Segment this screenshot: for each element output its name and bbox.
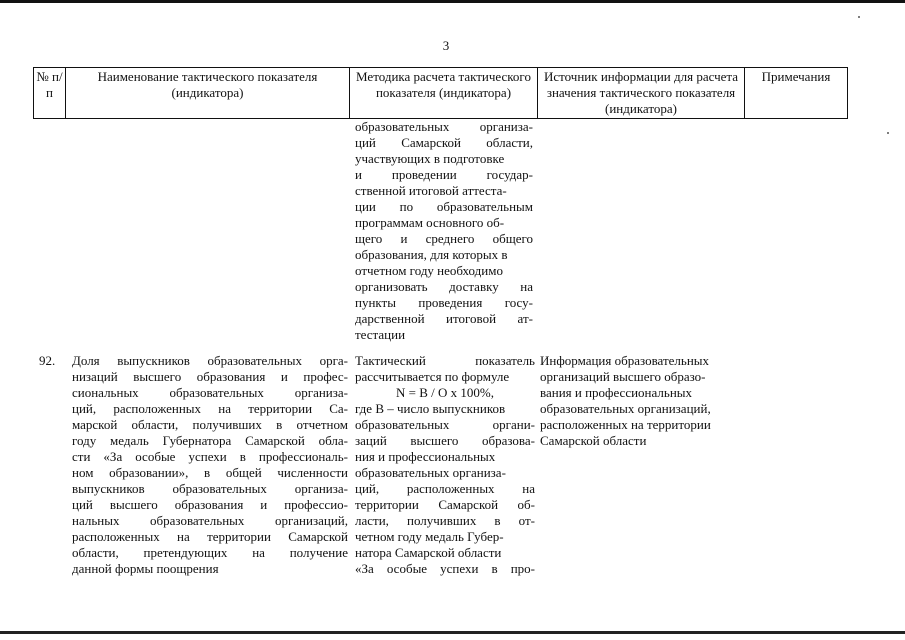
header-source bbox=[538, 69, 744, 117]
continuation-method-text bbox=[355, 119, 533, 343]
scan-top-border bbox=[0, 0, 905, 3]
header-num-line: № bbox=[36, 69, 49, 84]
row-92-name bbox=[72, 353, 348, 577]
text-line: тестации bbox=[355, 327, 406, 342]
header-name-line: Наименование тактического bbox=[97, 69, 255, 84]
text-line: организаций высшего образо- bbox=[540, 369, 706, 384]
text-line: образовательных организаций, bbox=[540, 401, 711, 416]
text-line: натора Самарской области bbox=[355, 545, 502, 560]
text-line: выпускников образовательных организа- bbox=[72, 481, 348, 496]
header-notes-line: Примечания bbox=[761, 69, 831, 84]
text-line: где В – число выпускников bbox=[355, 401, 506, 416]
text-line: низаций высшего образования и профес- bbox=[72, 369, 348, 384]
text-line: рассчитывается по формуле bbox=[355, 369, 510, 384]
text-line: «За особые успехи в про- bbox=[355, 561, 535, 576]
text-line: ния и профессиональных bbox=[355, 449, 496, 464]
text-line: ций высшего образования и профессио- bbox=[72, 497, 348, 512]
text-line: организовать доставку на bbox=[355, 279, 533, 294]
text-line: программам основного об- bbox=[355, 215, 505, 230]
text-line: образования, для которых в bbox=[355, 247, 508, 262]
text-line: четном году медаль Губер- bbox=[355, 529, 504, 544]
text-line: ном образовании», в общей численности bbox=[72, 465, 348, 480]
text-line: Самарской области bbox=[540, 433, 647, 448]
header-source-line: Источник информации для bbox=[543, 69, 694, 84]
header-name-line: показателя (индикатора) bbox=[171, 69, 318, 100]
text-line: расположенных на территории Самарской bbox=[72, 529, 348, 544]
header-num bbox=[34, 69, 65, 101]
text-line: ции по образовательным bbox=[355, 199, 533, 214]
row-number-text: 92. bbox=[39, 353, 56, 368]
text-line: заций высшего образова- bbox=[355, 433, 535, 448]
text-line: дарственной итоговой ат- bbox=[355, 311, 533, 326]
text-line: Тактический показатель bbox=[355, 353, 535, 368]
text-line: ций, расположенных на территории Са- bbox=[72, 401, 348, 416]
header-source-line: показателя (индикатора) bbox=[605, 85, 736, 116]
header-name bbox=[66, 69, 349, 101]
header-method-line: Методика расчета bbox=[356, 69, 456, 84]
header-source-line: расчета значения тактического bbox=[546, 69, 739, 100]
row-92-source bbox=[540, 353, 744, 449]
scan-bottom-border bbox=[0, 631, 905, 634]
text-line: образовательных организа- bbox=[355, 465, 506, 480]
text-line: вания и профессиональных bbox=[540, 385, 693, 400]
scan-speck bbox=[887, 132, 889, 134]
page-number: 3 bbox=[442, 38, 450, 53]
formula: N = B / O x 100%, bbox=[396, 385, 494, 400]
header-method-line: (индикатора) bbox=[439, 85, 512, 100]
row-92-method bbox=[355, 353, 535, 577]
row-number bbox=[39, 353, 65, 369]
text-line: и проведении государ- bbox=[355, 167, 533, 182]
text-line: Информация образовательных bbox=[540, 353, 710, 368]
text-line: области, претендующих на получение bbox=[72, 545, 348, 560]
text-line: сиональных образовательных организа- bbox=[72, 385, 348, 400]
text-line: образовательных органи- bbox=[355, 417, 535, 432]
text-line: ласти, получивших в от- bbox=[355, 513, 535, 528]
text-line: данной формы поощрения bbox=[72, 561, 219, 576]
text-line: нальных образовательных организаций, bbox=[72, 513, 348, 528]
header-notes bbox=[745, 69, 847, 85]
text-line: ственной итоговой аттеста- bbox=[355, 183, 507, 198]
text-line: территории Самарской об- bbox=[355, 497, 535, 512]
text-line: ций, расположенных на bbox=[355, 481, 535, 496]
text-line: отчетном году необходимо bbox=[355, 263, 503, 278]
text-line: году медаль Губернатора Самарской обла- bbox=[72, 433, 348, 448]
header-method bbox=[350, 69, 537, 101]
text-line: сти «За особые успехи в профессиональ- bbox=[72, 449, 348, 464]
header-num-line: п/п bbox=[46, 69, 63, 100]
text-line: пункты проведения госу- bbox=[355, 295, 533, 310]
header-method-line: тактического показателя bbox=[375, 69, 531, 100]
text-line: образовательных организа- bbox=[355, 119, 533, 134]
text-line: щего и среднего общего bbox=[355, 231, 533, 246]
scan-speck bbox=[858, 16, 860, 18]
text-line: расположенных на территории bbox=[540, 417, 711, 432]
text-line: Доля выпускников образовательных орга- bbox=[72, 353, 348, 368]
text-line: марской области, получивших в отчетном bbox=[72, 417, 348, 432]
text-line: ций Самарской области, bbox=[355, 135, 533, 150]
text-line: участвующих в подготовке bbox=[355, 151, 505, 166]
